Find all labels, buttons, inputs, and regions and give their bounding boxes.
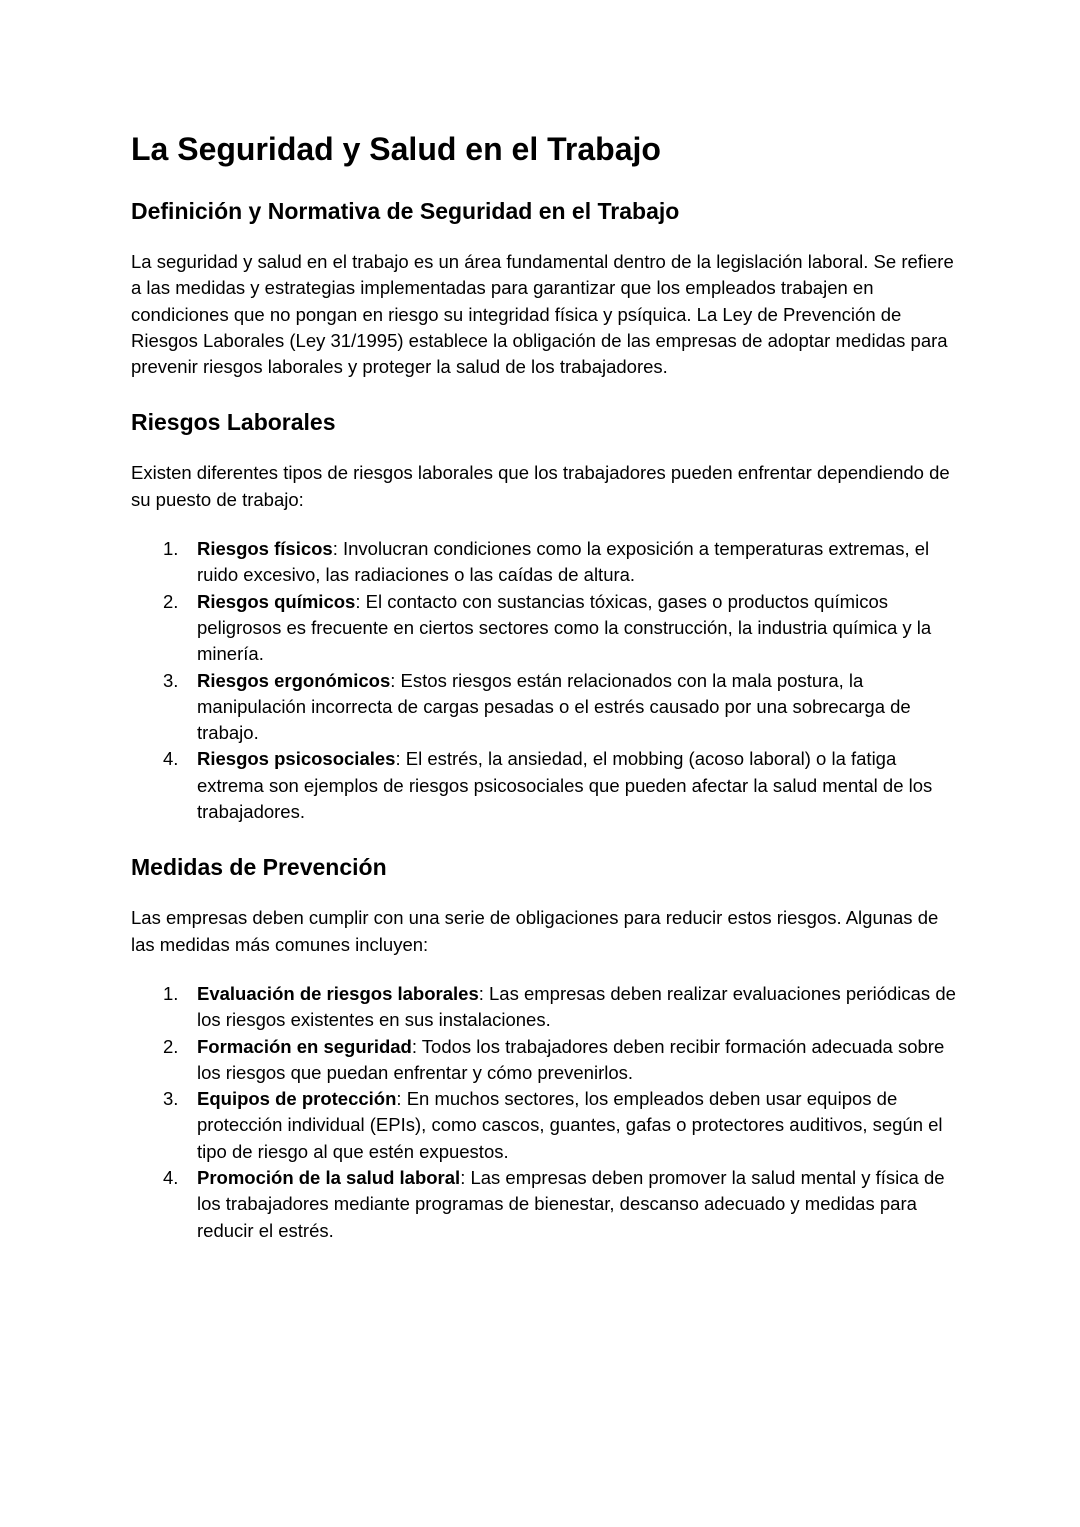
list-item-term: Riesgos ergonómicos bbox=[197, 669, 391, 691]
list-item bbox=[131, 1034, 961, 1087]
list-item-term: Formación en seguridad bbox=[197, 1035, 412, 1057]
list-item-term: Evaluación de riesgos laborales bbox=[197, 982, 479, 1004]
list-item-number: 2. bbox=[163, 590, 179, 612]
list-item bbox=[131, 668, 961, 747]
list-item-term: Riesgos químicos bbox=[197, 590, 356, 612]
list-item-number: 4. bbox=[163, 748, 179, 770]
list-item-number: 4. bbox=[163, 1167, 179, 1189]
list-item-text: : Las empresas deben promover la salud mental y física de los trabajadores mediante programas de bienestar, descanso adecuado y medidas para reducir el estrés. bbox=[197, 1167, 945, 1241]
document-page bbox=[131, 128, 961, 1244]
document-title: La Seguridad y Salud en el Trabajo bbox=[131, 131, 661, 167]
section-heading-definicion: Definición y Normativa de Seguridad en el Trabajo bbox=[131, 198, 680, 224]
medidas-list bbox=[131, 981, 961, 1244]
list-item-text: : El estrés, la ansiedad, el mobbing (acoso laboral) o la fatiga extrema son ejemplos de riesgos psicosociales que pueden afectar la salud mental de los trabajadores. bbox=[197, 748, 933, 823]
section-paragraph-riesgos: Existen diferentes tipos de riesgos laborales que los trabajadores pueden enfrentar dependiendo de su puesto de trabajo: bbox=[131, 462, 950, 510]
list-item-text: : Estos riesgos están relacionados con la mala postura, la manipulación incorrecta de cargas pesadas o el estrés causado por una sobrecarga de trabajo. bbox=[197, 669, 911, 744]
section-heading-medidas: Medidas de Prevención bbox=[131, 854, 387, 881]
list-item-text: : Las empresas deben realizar evaluaciones periódicas de los riesgos existentes en sus instalaciones. bbox=[197, 982, 956, 1031]
list-item bbox=[131, 1165, 961, 1244]
list-item-term: Equipos de protección bbox=[197, 1088, 397, 1110]
list-item-number: 1. bbox=[163, 538, 179, 560]
list-item-term: Riesgos psicosociales bbox=[197, 748, 396, 770]
list-item-term: Promoción de la salud laboral bbox=[197, 1167, 461, 1189]
list-item-text: : Involucran condiciones como la exposición a temperaturas extremas, el ruido excesivo, las radiaciones o las caídas de altura. bbox=[197, 538, 930, 586]
list-item bbox=[131, 536, 961, 589]
list-item bbox=[131, 746, 961, 825]
list-item bbox=[131, 981, 961, 1034]
riesgos-list bbox=[131, 536, 961, 825]
section-paragraph-definicion: La seguridad y salud en el trabajo es un área fundamental dentro de la legislación laboral. Se refiere a las medidas y estrategias implementadas para garantizar que los empleados trabajen en condiciones que no pongan en riesgo su integridad física y psíquica. La Ley de Prevención de Riesgos Laborales (Ley 31/1995) establece la obligación de las empresas de adoptar medidas para prevenir riesgos laborales y proteger la salud de los trabajadores. bbox=[131, 251, 954, 378]
list-item-number: 3. bbox=[163, 669, 179, 691]
list-item-number: 1. bbox=[163, 982, 179, 1004]
list-item bbox=[131, 1086, 961, 1165]
section-heading-riesgos: Riesgos Laborales bbox=[131, 409, 336, 436]
list-item-text: : El contacto con sustancias tóxicas, gases o productos químicos peligrosos es frecuente en ciertos sectores como la construcción, la industria química y la minería. bbox=[197, 590, 932, 665]
list-item-text: : En muchos sectores, los empleados deben usar equipos de protección individual (EPIs), como cascos, guantes, gafas o protectores auditivos, según el tipo de riesgo al que estén expuestos. bbox=[197, 1088, 943, 1162]
list-item-term: Riesgos físicos bbox=[197, 538, 333, 560]
section-paragraph-medidas: Las empresas deben cumplir con una serie de obligaciones para reducir estos riesgos. Algunas de las medidas más comunes incluyen: bbox=[131, 907, 939, 955]
list-item bbox=[131, 589, 961, 668]
list-item-number: 2. bbox=[163, 1035, 179, 1057]
list-item-text: : Todos los trabajadores deben recibir formación adecuada sobre los riesgos que puedan enfrentar y cómo prevenirlos. bbox=[197, 1035, 945, 1083]
list-item-number: 3. bbox=[163, 1088, 179, 1110]
